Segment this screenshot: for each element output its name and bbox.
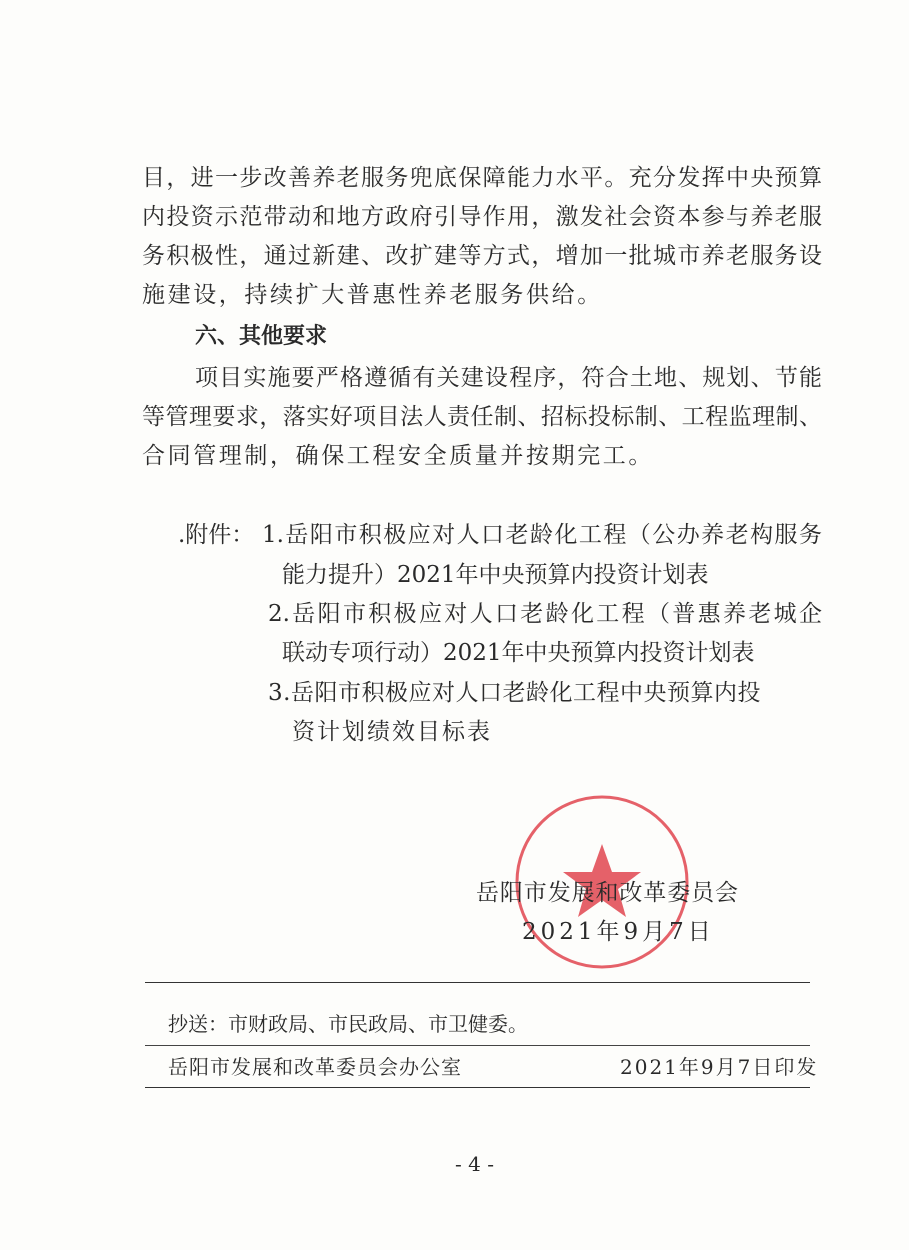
attachment-item-cont: 联动专项行动）2021年中央预算内投资计划表 [282, 640, 755, 666]
body-line: 施建设，持续扩大普惠性养老服务供给。 [142, 282, 603, 308]
issuing-office: 岳阳市发展和改革委员会办公室 [168, 1055, 462, 1079]
attachment-item-cont: 资计划绩效目标表 [292, 719, 492, 745]
print-date: 2021年9月7日印发 [620, 1055, 819, 1079]
attachment-item-cont: 能力提升）2021年中央预算内投资计划表 [282, 562, 709, 588]
page-number: - 4 - [455, 1152, 494, 1176]
attachment-item: 3.岳阳市积极应对人口老龄化工程中央预算内投 [268, 680, 761, 706]
body-line: 务积极性，通过新建、改扩建等方式，增加一批城市养老服务设 [142, 243, 822, 269]
section-line: 项目实施要严格遵循有关建设程序，符合土地、规划、节能 [195, 365, 822, 391]
signature-date: 2021年9月7日 [522, 919, 715, 945]
cc-list: 抄送：市财政局、市民政局、市卫健委。 [168, 1012, 528, 1036]
divider [145, 1087, 810, 1088]
section-heading: 六、其他要求 [195, 324, 328, 349]
attachment-item: 1.岳阳市积极应对人口老龄化工程（公办养老构服务 [262, 522, 822, 548]
attachments-label: .附件： [178, 522, 255, 548]
divider [145, 982, 810, 983]
signature-org: 岳阳市发展和改革委员会 [476, 880, 738, 906]
body-line: 目，进一步改善养老服务兜底保障能力水平。充分发挥中央预算 [142, 165, 822, 191]
attachment-item: 2.岳阳市积极应对人口老龄化工程（普惠养老城企 [268, 601, 822, 627]
section-line: 等管理要求，落实好项目法人责任制、招标投标制、工程监理制、 [142, 404, 822, 430]
body-line: 内投资示范带动和地方政府引导作用，激发社会资本参与养老服 [142, 204, 822, 230]
section-line: 合同管理制，确保工程安全质量并按期完工。 [142, 443, 654, 469]
divider [145, 1045, 810, 1046]
